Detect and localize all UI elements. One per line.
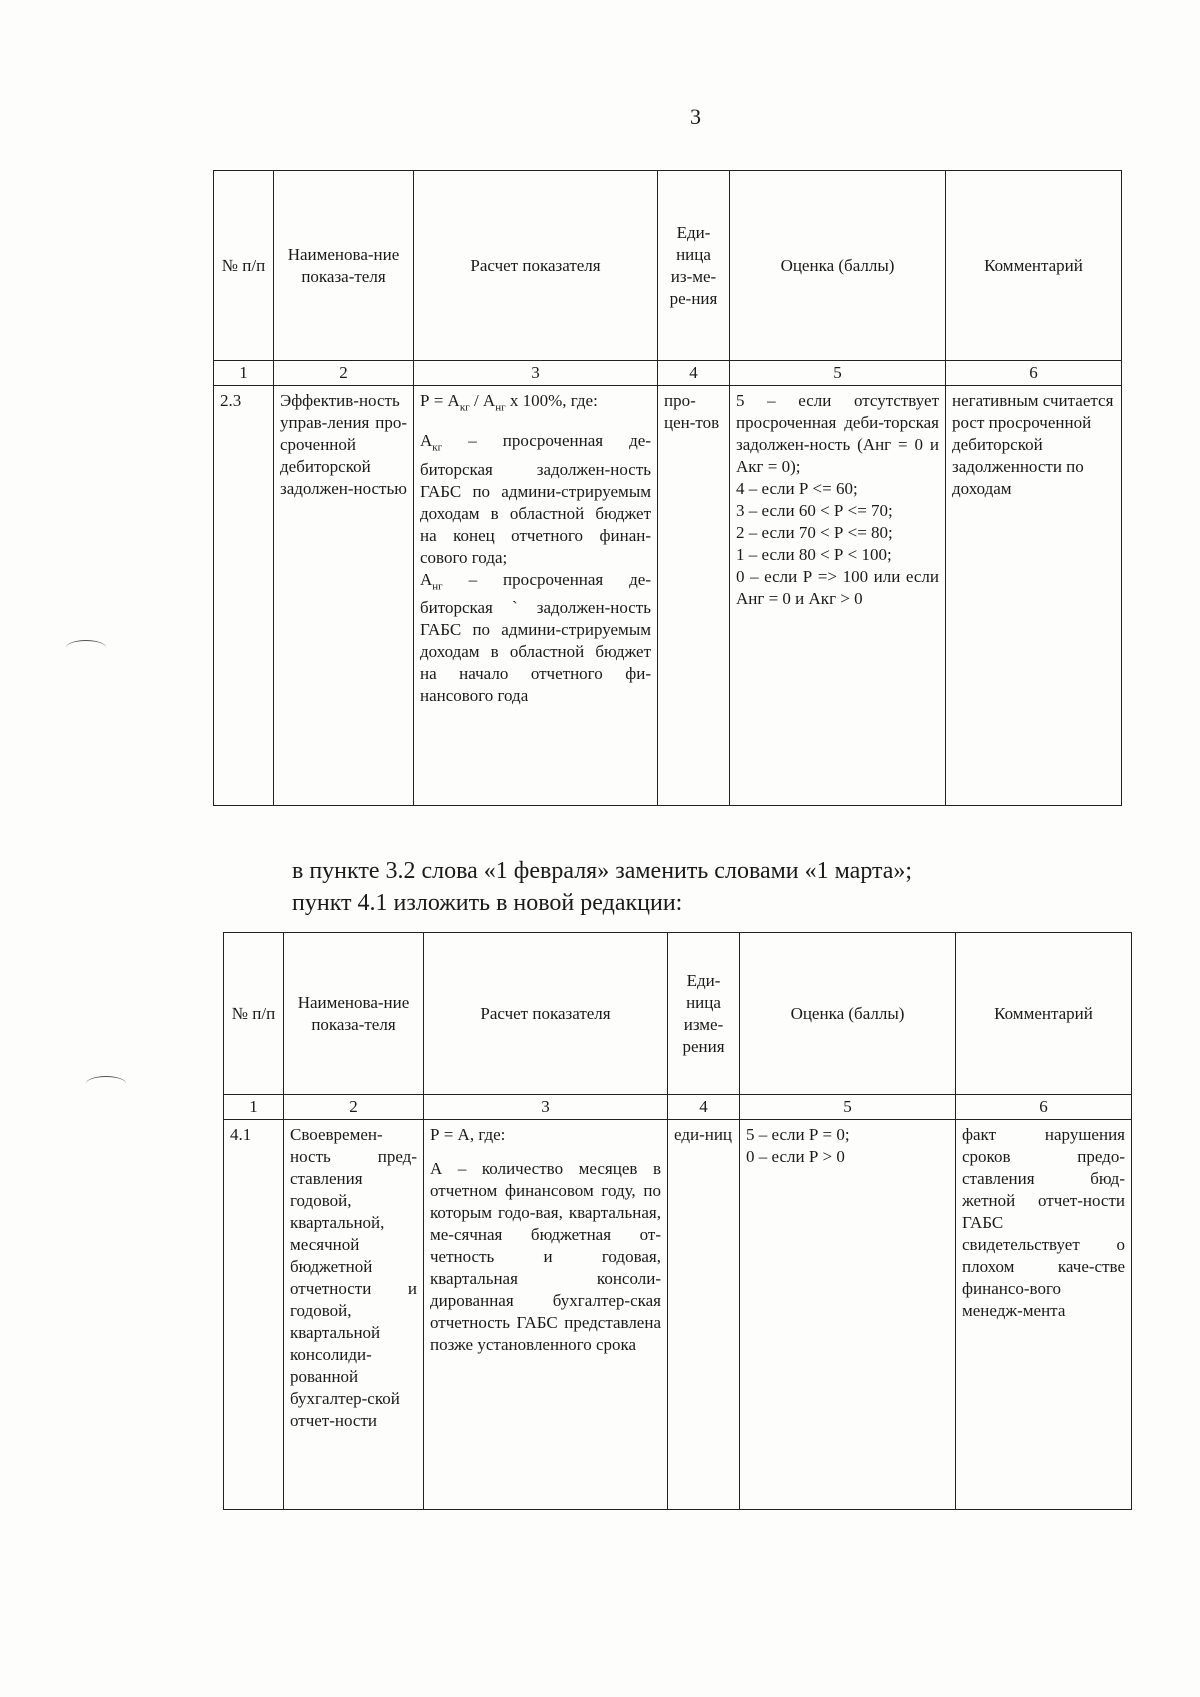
header-number: № п/п	[224, 933, 284, 1095]
header-comment: Комментарий	[956, 933, 1132, 1095]
column-number: 5	[730, 361, 946, 386]
score-line: 0 – если Р => 100 или если Анг = 0 и Акг > 0	[736, 567, 939, 608]
column-number: 2	[274, 361, 414, 386]
column-number: 1	[224, 1095, 284, 1120]
header-score: Оценка (баллы)	[730, 171, 946, 361]
header-calculation: Расчет показателя	[414, 171, 658, 361]
definition-akg: $А_{кг}$ – просроченная де-биторская задолжен-ность ГАБС по админи-стрируемым доходам в областной бюджет на конец отчетного финан-сового года;	[420, 431, 651, 567]
row-number: 4.1	[224, 1120, 284, 1510]
indicator-table-2-3	[213, 170, 1122, 806]
score-criteria	[730, 386, 946, 806]
indicator-name: Эффектив-ность управ-ления про-сроченной дебиторской задолжен-ностью	[274, 386, 414, 806]
column-number-row	[214, 361, 1122, 386]
column-number: 2	[284, 1095, 424, 1120]
calculation	[414, 386, 658, 806]
unit: еди-ниц	[668, 1120, 740, 1510]
comment: факт нарушения сроков предо-ставления бюд-жетной отчет-ности ГАБС свидетельствует о плохом каче-стве финансо-вого менедж-мента	[956, 1120, 1132, 1510]
column-number: 4	[668, 1095, 740, 1120]
column-number: 6	[946, 361, 1122, 386]
score-line: 5 – если отсутствует просроченная деби-торская задолжен-ность (Анг = 0 и Акг = 0);	[736, 391, 939, 476]
column-number: 3	[424, 1095, 668, 1120]
header-indicator-name: Наименова-ние показа-теля	[274, 171, 414, 361]
score-line: 1 – если 80 < Р < 100;	[736, 545, 892, 564]
column-number: 1	[214, 361, 274, 386]
table-row	[224, 1120, 1132, 1510]
calculation	[424, 1120, 668, 1510]
column-number: 3	[414, 361, 658, 386]
header-indicator-name: Наименова-ние показа-теля	[284, 933, 424, 1095]
formula: $Р = А_{кг} / А_{нг}$ х 100%, где:	[420, 391, 598, 414]
header-comment: Комментарий	[946, 171, 1122, 361]
comment: негативным считается рост просроченной дебиторской задолженности по доходам	[946, 386, 1122, 806]
column-number: 5	[740, 1095, 956, 1120]
score-line: 0 – если Р > 0	[746, 1147, 845, 1166]
indicator-name: Своевремен-ность пред-ставления годовой, квартальной, месячной бюджетной отчетности и годовой, квартальной консолиди-рованной бухгалтер-ской отчет-ности	[284, 1120, 424, 1510]
hole-punch-mark	[86, 1076, 126, 1091]
header-score: Оценка (баллы)	[740, 933, 956, 1095]
unit: про-цен-тов	[658, 386, 730, 806]
row-number: 2.3	[214, 386, 274, 806]
definition-a: А – количество месяцев в отчетном финансовом году, по которым годо-вая, квартальная, ме-сячная бюджетная от-четность и годовая, квартальная консоли-дированная бухгалтер-ская отчетность ГАБС представлена позже установленного срока	[430, 1159, 661, 1354]
score-line: 4 – если Р <= 60;	[736, 479, 858, 498]
hole-punch-mark	[66, 640, 106, 655]
score-line: 5 – если Р = 0;	[746, 1125, 850, 1144]
indicator-table-4-1	[223, 932, 1132, 1510]
score-line: 2 – если 70 < Р <= 80;	[736, 523, 893, 542]
amendment-instruction	[292, 855, 912, 919]
header-row	[224, 933, 1132, 1095]
page-number: 3	[690, 104, 701, 129]
header-calculation: Расчет показателя	[424, 933, 668, 1095]
column-number: 6	[956, 1095, 1132, 1120]
instruction-line: в пункте 3.2 слова «1 февраля» заменить словами «1 марта»;	[292, 858, 913, 884]
header-unit: Еди-ница из-ме-ре-ния	[658, 171, 730, 361]
column-number: 4	[658, 361, 730, 386]
column-number-row	[224, 1095, 1132, 1120]
header-unit: Еди-ница изме-рения	[668, 933, 740, 1095]
instruction-line: пункт 4.1 изложить в новой редакции:	[292, 890, 683, 916]
definition-ang: $А_{нг}$ – просроченная де-биторская ` задолжен-ность ГАБС по админи-стрируемым доходам в областной бюджет на начало отчетного фи-нансового года	[420, 569, 651, 706]
header-row	[214, 171, 1122, 361]
score-line: 3 – если 60 < Р <= 70;	[736, 501, 893, 520]
formula: Р = А, где:	[430, 1125, 506, 1144]
score-criteria	[740, 1120, 956, 1510]
header-number: № п/п	[214, 171, 274, 361]
table-row	[214, 386, 1122, 806]
